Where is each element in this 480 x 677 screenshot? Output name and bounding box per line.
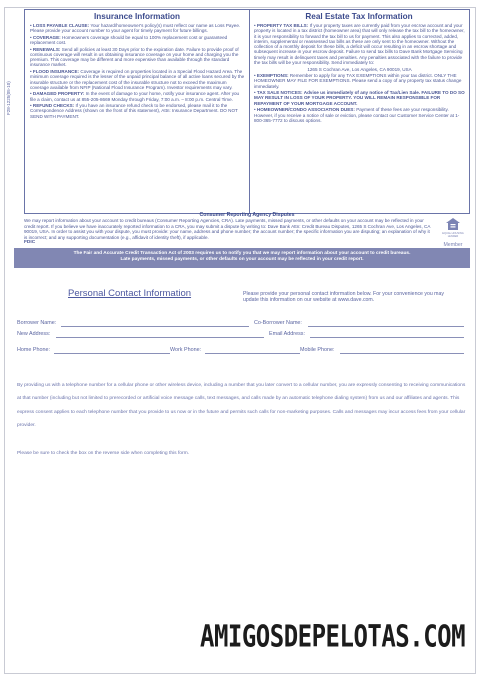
- lender-label: EQUAL HOUSING LENDER: [442, 232, 464, 239]
- insurance-item: • FLOOD INSURANCE: Coverage is required on properties located in a Special Flood Hazard Area. The minimum coverage required is the lesser of the unpaid principal balance of all active loans secured by the insurable structure or the replacement cost of the insurable structure not to exceed the maximum coverage available from NFIP (National Flood Insurance Program). Investor requirements may vary.: [30, 68, 245, 90]
- disputes-title: Consumer Reporting Agency Disputes: [199, 212, 295, 218]
- tax-section: [249, 10, 469, 213]
- equal-housing-icon: [446, 218, 460, 230]
- banner-line-1: The Fair and Accurate Credit Transaction Act of 2003 requires us to notify you that we may report information about your account to credit bureaus.: [73, 251, 411, 256]
- insurance-title: Insurance Information: [94, 12, 180, 21]
- borrower-name-field[interactable]: [61, 326, 249, 327]
- work-phone-label: Work Phone:: [170, 347, 202, 353]
- home-phone-label: Home Phone:: [17, 347, 50, 353]
- insurance-items: [25, 23, 249, 119]
- coborrower-name-label: Co-Borrower Name:: [254, 320, 302, 326]
- mobile-phone-label: Mobile Phone:: [300, 347, 335, 353]
- email-address-label: Email Address:: [269, 331, 305, 337]
- contact-title: Personal Contact Information: [68, 288, 192, 299]
- new-address-label: New Address:: [17, 331, 51, 337]
- insurance-section: [25, 10, 250, 213]
- borrower-name-label: Borrower Name:: [17, 320, 57, 326]
- tax-sale-item: • TAX SALE NOTICES: Advise us immediately of any notice of Tax/Lien Sale. FAILURE TO DO SO MAY RESULT IN LOSS OF YOUR PROPERTY. YOU WILL REMAIN RESPONSIBLE FOR REPAYMENT OF YOUR MORTGAGE ACCOUNT.: [254, 90, 465, 106]
- fdic-label: FDIC: [24, 240, 36, 246]
- tax-bills-item: • PROPERTY TAX BILLS: If your property taxes are currently paid from your escrow account and your property is located in a tax district (homeowner area) that will only release the tax bill to the homeowner, it is your responsibility to forward the tax bill to us for payment. This also applies to corrected, added, interim, supplemental or reassessed tax bills as these are only sent to the homeowner. Without the collection of a monthly deposit for these bills, a deficit will occur resulting in an escrow shortage and subsequent increase in your escrow deposit. Failure to send tax bills to Dave Bank Mortgage Servicing timely may result in delinquent taxes and penalties. Any penalties associated with the failure to provide the tax bills will be your responsibility. Send immediately to:: [254, 23, 465, 66]
- insurance-item: • DAMAGED PROPERTY: In the event of damage to your home, notify your insurance agent. After you file a claim, contact us at 855-205-8669 Monday through Friday, 7:00 a.m. – 8:00 p.m. Central Time.: [30, 91, 240, 102]
- new-address-field[interactable]: [56, 337, 264, 338]
- info-box: [24, 9, 470, 214]
- watermark: AMIGOSDEPELOTAS.COM: [200, 619, 466, 654]
- home-phone-field[interactable]: [54, 353, 170, 354]
- insurance-item: • REFUND CHECKS: If you have an insurance refund check to be endorsed, please mail it to the Correspondence Address (shown on the front of this statement), Attn: Insurance Department. DO NOT SEND WITH PAYMENT.: [30, 103, 238, 119]
- consent-text: By providing us with a telephone number for a cellular phone or other wireless device, including a number that you later convert to a cellular number, you are expressly consenting to receiving communications at that number (including but not limited to prerecorded or artificial voice message calls, text messages, and calls made by an automatic telephone dialing system) from us and our affiliates and agents. This express consent applies to each telephone number that you provide to us now or in the future and permits such calls for non-marketing purposes. Calls and messages may incur access fees from your cellular provider.: [17, 383, 466, 429]
- tax-title: Real Estate Tax Information: [305, 12, 413, 21]
- mobile-phone-field[interactable]: [340, 353, 464, 354]
- disputes-section: [24, 212, 470, 249]
- equal-housing-lender: [442, 218, 464, 249]
- exemptions-item: • EXEMPTIONS: Remember to apply for any TAX EXEMPTIONS within your tax district. ONLY THE HOMEOWNER MAY FILE FOR EXEMPTIONS. Please send a copy of any property tax status change immediately.: [254, 73, 462, 89]
- banner-line-2: Late payments, missed payments, or other defaults on your account may be reflected in your credit report.: [120, 257, 364, 262]
- member-label: Member: [443, 242, 463, 249]
- email-address-field[interactable]: [310, 337, 464, 338]
- tax-address: 1265 S Cochran Ave, Los Angeles, CA 90019, USA: [307, 66, 412, 72]
- form-code: F28-1225(05-10): [6, 81, 11, 115]
- facta-banner: [14, 248, 470, 268]
- coborrower-name-field[interactable]: [308, 326, 464, 327]
- disputes-text: We may report information about your account to credit bureaus (Consumer Reporting Agencies, CRA). Late payments, missed payments, or other defaults on your account may be reflected in your credit report. If you believe we have inaccurately reported information to a CRA, you may submit a dispute by writing to: Dave Bank Attn: Credit Bureau Disputes, 1265 S Cochran Ave, Los Angeles, CA 90019, USA. In order to assist you with your dispute, you must provide: your name, address and phone number; the account number; the specific information you are disputing; an explanation of why it is incorrect; and any supporting documentation (e.g., affidavit of identity theft), if applicable.: [24, 218, 431, 240]
- hoa-item: • HOMEOWNER/CONDO ASSOCIATION DUES: Payment of these fees are your responsibility. However, if you receive a notice of sale or eviction, please contact our Customer Service Center at 1-800-365-7772 to discuss options.: [254, 107, 460, 123]
- work-phone-field[interactable]: [205, 353, 300, 354]
- contact-note: Please provide your personal contact information below. For your convenience you may update this information on our website at www.dave.com.: [243, 291, 444, 304]
- reminder-text: Please be sure to check the box on the reverse side when completing this form.: [17, 451, 190, 456]
- insurance-item: • LOSS PAYABLE CLAUSE: Your hazard/homeowner's policy(s) must reflect our name as Loss Payee. Please provide your account number to your agent for timely payment for future billings.: [30, 23, 241, 34]
- insurance-item: • RENEWALS: Send all policies at least 30 Days prior to the expiration date. Failure to provide proof of continuous coverage will result in us obtaining insurance coverage on your home and charging you the premium. This coverage may be different and more expensive than available through the standard insurance market.: [30, 46, 239, 68]
- insurance-item: • COVERAGE: Homeowners coverage should be equal to 100% replacement cost or guaranteed replacement cost.: [30, 34, 228, 46]
